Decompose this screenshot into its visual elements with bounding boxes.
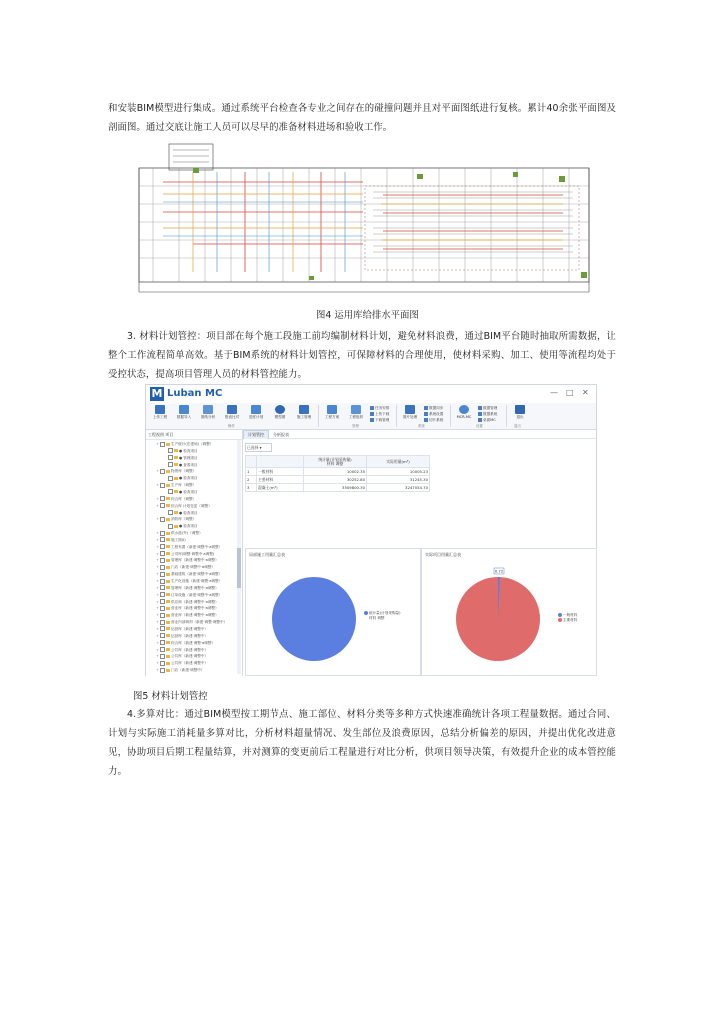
ribbon-button-image[interactable]: 图片处理 xyxy=(400,405,420,420)
tree-item[interactable] xyxy=(156,441,213,448)
checkbox[interactable] xyxy=(168,489,173,494)
ribbon-small-slice[interactable]: 切片系统 xyxy=(424,418,443,423)
figure-4-caption: 图4 运用库给排水平面图 xyxy=(316,310,419,321)
tree-scrollbar-thumb[interactable] xyxy=(237,548,241,588)
tree-item-label: 生产统计(在建场)（调整） xyxy=(171,442,214,446)
expand-icon[interactable]: + xyxy=(156,572,160,577)
table-header-row xyxy=(246,456,430,468)
checkbox[interactable] xyxy=(160,661,165,666)
folder-icon xyxy=(166,532,170,535)
app-title: Luban MC xyxy=(167,388,223,399)
expand-icon[interactable]: + xyxy=(156,483,160,488)
table-row[interactable]: 2 主要材料 30252.80 31245.30 xyxy=(247,476,428,482)
expand-icon[interactable]: + xyxy=(156,661,160,666)
tree-item-label: 物资库（调整） xyxy=(171,469,197,474)
tree-item[interactable] xyxy=(164,448,198,455)
expand-icon[interactable]: + xyxy=(156,565,160,570)
tree-item[interactable] xyxy=(156,557,219,564)
filter-dropdown[interactable]: 已选择 ▾ xyxy=(245,443,272,452)
folder-icon xyxy=(166,669,170,672)
expand-icon[interactable]: + xyxy=(156,592,160,597)
table-row[interactable]: 1 一般材料 10002.35 10005.23 xyxy=(247,468,428,474)
tree-item-label: 生产化设施（新建·调整·a调整） xyxy=(171,579,223,583)
right-pie-chart xyxy=(422,549,596,675)
left-chart-title: 局部施工用量汇总表 xyxy=(249,552,285,557)
tree-item[interactable] xyxy=(164,455,198,462)
folder-icon xyxy=(166,552,170,555)
tree-item-label: 供水道(外)（调整） xyxy=(171,531,203,536)
checkbox[interactable] xyxy=(160,442,165,447)
tree-item-label: 门店（新建·调整中） xyxy=(171,668,205,673)
tree-item[interactable] xyxy=(156,599,219,606)
section-3-paragraph: 3. 材料计划管控：项目部在每个施工段施工前均编制材料计划，避免材料浪费，通过BIM平台随时抽取所需数据，让整个工作流程简单高效。基于BIM系统的材料计划管控，可保障材料的合理使用，使材料采购、加工、使用等流程均处于受控状态，提高项目管理人员的材料管控能力。 xyxy=(108,331,616,380)
tree-item[interactable] xyxy=(156,468,196,475)
tab-analysis-report[interactable]: 分析报表 xyxy=(273,432,289,437)
image-icon xyxy=(405,405,415,414)
expand-icon[interactable]: + xyxy=(156,551,160,556)
checkbox[interactable] xyxy=(168,510,173,515)
checkbox[interactable] xyxy=(160,654,165,659)
intro-paragraph: 和安装BIM模型进行集成。通过系统平台检查各专业之间存在的碰撞问题并且对平面图纸进行复核。累计40余张平面图及剖面图。通过交底让施工人员可以尽早的准备材料进场和验收工作。 xyxy=(108,103,616,133)
checkbox[interactable] xyxy=(160,551,165,556)
report-icon xyxy=(227,405,237,414)
figure-5-caption: 图5 材料计划管控 xyxy=(133,691,208,702)
checkbox[interactable] xyxy=(160,572,165,577)
model-icon xyxy=(275,405,285,414)
left-chart-panel xyxy=(245,548,421,676)
folder-icon xyxy=(166,621,170,624)
schedule-icon xyxy=(251,405,261,414)
right-chart-legend xyxy=(558,613,577,622)
folder-icon xyxy=(166,443,170,446)
checkbox[interactable] xyxy=(160,620,165,625)
tree-item-label: 营业库（新建·调整中·a调整） xyxy=(171,606,219,611)
checkbox[interactable] xyxy=(160,592,165,597)
ribbon-small-transfer[interactable]: 上传下载 xyxy=(370,412,389,417)
tree-item[interactable] xyxy=(156,564,215,571)
main-tabs xyxy=(243,430,596,439)
plan-icon xyxy=(327,405,337,414)
expand-icon[interactable]: + xyxy=(156,537,160,542)
expand-icon[interactable]: + xyxy=(156,606,160,611)
pie-slice-left-0 xyxy=(272,577,356,661)
tree-item[interactable] xyxy=(156,640,215,647)
ribbon-button-mcr[interactable]: MCR-MC xyxy=(454,405,474,419)
transfer-icon xyxy=(370,412,374,416)
checkbox[interactable] xyxy=(160,606,165,611)
ribbon-small-sync[interactable]: 数据同步 xyxy=(424,406,443,411)
checkbox[interactable] xyxy=(168,448,173,453)
tree-item-label: 订单设施（新建·调整中·a调整） xyxy=(171,592,223,597)
folder-icon xyxy=(166,538,170,541)
checkbox[interactable] xyxy=(168,524,173,529)
organize-icon xyxy=(351,405,361,414)
tree-item[interactable] xyxy=(156,482,196,489)
expand-icon[interactable]: + xyxy=(156,585,160,590)
expand-icon[interactable]: + xyxy=(156,613,160,618)
expand-icon[interactable]: + xyxy=(156,496,160,501)
tree-item-label: 营业库（新建·调整中·a调整） xyxy=(171,613,219,618)
table-header-planned: 统计量(计划采购量) 材料 调整 xyxy=(304,456,367,468)
slice-icon xyxy=(424,418,428,422)
checkbox[interactable] xyxy=(160,613,165,618)
tree-item[interactable] xyxy=(156,578,222,585)
left-chart-legend xyxy=(364,611,401,620)
checkbox[interactable] xyxy=(160,647,165,652)
folder-icon xyxy=(174,511,178,514)
ribbon-button-schedule[interactable]: 进度计划 xyxy=(246,405,266,420)
checkbox[interactable] xyxy=(160,599,165,604)
expand-icon[interactable]: + xyxy=(156,633,160,638)
folder-icon xyxy=(166,518,170,521)
checkbox[interactable] xyxy=(160,537,165,542)
tree-item-label: ● 检查项目 xyxy=(179,476,198,481)
tree-item[interactable] xyxy=(156,660,208,667)
tree-item-label: 管理库（新建·调整中·a调整） xyxy=(171,585,219,590)
checkbox[interactable] xyxy=(160,668,165,673)
tree-item-label: 营业内部调剂（新建·调整·调整中） xyxy=(171,620,228,625)
import-icon xyxy=(179,405,189,414)
folder-icon xyxy=(166,662,170,665)
folder-icon xyxy=(166,655,170,658)
data-mgmt-icon xyxy=(478,406,482,410)
material-table xyxy=(245,455,430,492)
expand-icon[interactable]: + xyxy=(156,647,160,652)
tree-item[interactable] xyxy=(164,510,198,517)
folder-icon xyxy=(166,600,170,603)
checkbox[interactable] xyxy=(160,558,165,563)
folder-icon xyxy=(174,477,178,480)
expand-icon[interactable]: + xyxy=(156,599,160,604)
tree-item[interactable] xyxy=(156,647,208,654)
download-icon xyxy=(370,418,374,422)
tree-item-label: ● 检查项目 xyxy=(179,448,198,453)
maximize-button[interactable]: □ xyxy=(566,388,574,397)
figure-4-cad-plan xyxy=(133,142,595,302)
legend-entry: 主要材料 xyxy=(558,618,577,623)
checkbox[interactable] xyxy=(160,579,165,584)
tree-item[interactable] xyxy=(156,537,186,544)
tree-tabs[interactable]: 工程视图 项目 xyxy=(146,430,242,440)
ribbon-button-report[interactable]: 报表比对 xyxy=(222,405,242,420)
tree-item-label: ● 检查项目 xyxy=(179,524,198,529)
data-system-icon xyxy=(478,412,482,416)
tree-item-label: 公共库（新建·调整中） xyxy=(171,647,209,652)
tree-item[interactable] xyxy=(164,523,198,530)
tree-item-label: 公司库(调整·调整中·a调整) xyxy=(171,551,215,556)
tree-item[interactable] xyxy=(156,612,219,619)
folder-icon xyxy=(166,504,170,507)
tree-item[interactable] xyxy=(156,653,208,660)
luban-logo-icon: M xyxy=(151,387,163,400)
ribbon-small-data-system[interactable]: 数据系统 xyxy=(478,412,497,417)
settings-icon xyxy=(424,412,428,416)
expand-icon[interactable]: + xyxy=(156,503,160,508)
tree-item-label: ● 查看项目 xyxy=(179,462,198,467)
ribbon-button-drawing[interactable]: 图纸分析 xyxy=(198,405,218,420)
tree-item-label: ● 检查项目 xyxy=(179,489,198,494)
expand-icon[interactable]: + xyxy=(156,469,160,474)
task-icon xyxy=(370,406,374,410)
ribbon-small-download[interactable]: 下载管理 xyxy=(370,418,389,423)
expand-icon[interactable]: + xyxy=(156,620,160,625)
tree-item[interactable] xyxy=(156,516,196,523)
ribbon-toolbar: 上传工程 数据导入 图纸分析 报表比对 进度计划 模型图 施工管理 工程方案 工程组织 任务安排 上传下载 下载管理 图片处理 数据同步 系统设置 切片系统 MCR-MC 数据管理 数据系统 桌面MC 退出 操作 管理 系统 设置 退出 xyxy=(146,403,596,430)
folder-icon xyxy=(166,580,170,583)
checkbox[interactable] xyxy=(160,626,165,631)
folder-icon xyxy=(166,627,170,630)
folder-icon xyxy=(166,573,170,576)
checkbox[interactable] xyxy=(168,455,173,460)
main-content xyxy=(243,430,596,676)
tree-item-label: 供应商（新建·调整中·a调整） xyxy=(171,599,219,604)
folder-icon xyxy=(166,566,170,569)
tree-item[interactable] xyxy=(156,530,203,537)
expand-icon[interactable]: + xyxy=(156,579,160,583)
tab-plan-control[interactable]: 计划管控 xyxy=(243,430,269,439)
expand-icon[interactable]: + xyxy=(156,531,160,536)
checkbox[interactable] xyxy=(160,503,165,508)
cad-drawing-svg xyxy=(133,142,595,302)
ribbon-small-desktop-mc[interactable]: 桌面MC xyxy=(478,418,496,423)
tree-item[interactable] xyxy=(156,633,208,640)
folder-icon xyxy=(166,484,170,487)
tree-item[interactable] xyxy=(156,496,196,503)
tree-item[interactable] xyxy=(156,503,212,510)
checkbox[interactable] xyxy=(160,565,165,570)
folder-icon xyxy=(166,641,170,644)
folder-icon xyxy=(166,634,170,637)
ribbon-button-construction[interactable]: 施工管理 xyxy=(294,405,314,420)
right-chart-panel xyxy=(421,548,597,676)
folder-icon xyxy=(166,614,170,617)
construction-icon xyxy=(299,405,309,414)
checkbox[interactable] xyxy=(160,633,165,638)
tree-item-label: 公共库（新建·调整中） xyxy=(171,661,209,666)
checkbox[interactable] xyxy=(160,483,165,488)
ribbon-button-import[interactable]: 数据导入 xyxy=(174,405,194,420)
tree-item[interactable] xyxy=(164,475,198,482)
checkbox[interactable] xyxy=(160,544,165,549)
folder-icon xyxy=(166,648,170,651)
folder-icon xyxy=(166,497,170,500)
ribbon-small-settings[interactable]: 系统设置 xyxy=(424,412,443,417)
table-row[interactable]: 3 混凝土(m³) 3509800.30 3247054.70 xyxy=(247,484,428,490)
expand-icon[interactable]: + xyxy=(156,668,160,673)
checkbox[interactable] xyxy=(160,469,165,474)
tree-item-label: 门店（新建·调整中·a调整） xyxy=(171,565,216,570)
ribbon-small-data-mgmt[interactable]: 数据管理 xyxy=(478,406,497,411)
tree-item-label: ● 管理项目 xyxy=(179,455,198,460)
expand-icon[interactable]: + xyxy=(156,544,160,549)
folder-icon xyxy=(174,525,178,528)
checkbox[interactable] xyxy=(160,517,165,522)
tree-item[interactable] xyxy=(156,626,208,633)
tree-item-label: 基础建筑（新建·调整中·a调整） xyxy=(171,572,223,577)
tree-item[interactable] xyxy=(156,619,227,626)
ribbon-button-plan[interactable]: 工程方案 xyxy=(322,405,342,420)
sync-icon xyxy=(424,406,428,410)
folder-icon xyxy=(174,463,178,466)
folder-icon xyxy=(166,559,170,562)
tree-item[interactable] xyxy=(156,551,214,558)
checkbox[interactable] xyxy=(168,462,173,467)
exit-icon xyxy=(515,405,525,414)
expand-icon[interactable]: + xyxy=(156,654,160,659)
folder-icon xyxy=(166,586,170,589)
desktop-mc-icon xyxy=(478,418,482,422)
checkbox[interactable] xyxy=(160,531,165,536)
ribbon-button-model[interactable]: 模型图 xyxy=(270,405,290,420)
checkbox[interactable] xyxy=(160,585,165,590)
minimize-button[interactable]: — xyxy=(550,388,558,397)
tree-item-label: 综合库（调整） xyxy=(171,496,197,501)
legend-entry: 一般材料 xyxy=(558,613,577,618)
ribbon-small-task[interactable]: 任务安排 xyxy=(370,406,389,411)
tree-item-label: 工程布置（新建·调整中·a调整） xyxy=(171,544,223,549)
section-4-paragraph: 4.多算对比：通过BIM模型按工期节点、施工部位、材料分类等多种方式快速准确统计各项工程量数据。通过合同、计划与实际施工消耗量多算对比，分析材料超量情况、发生部位及浪费原因，总结分析偏差的原因，并提出优化改进意见，协助项目后期工程量结算，并对测算的变更前后工程量进行对比分析，供项目领导决策，有效提升企业的成本管控能力。 xyxy=(108,709,616,777)
title-bar xyxy=(146,385,596,404)
tree-item[interactable] xyxy=(156,585,219,592)
pie-data-label: 0.72 xyxy=(494,568,504,574)
tree-item-label: ● 检查项目 xyxy=(179,510,198,515)
tree-item-label: 综合库（新建·调整·a调整） xyxy=(171,640,216,645)
tree-scrollbar[interactable] xyxy=(237,440,241,674)
expand-icon[interactable]: + xyxy=(156,442,160,446)
expand-icon[interactable]: + xyxy=(156,558,160,563)
folder-icon xyxy=(166,593,170,596)
tree-item[interactable] xyxy=(156,592,222,599)
folder-icon xyxy=(166,607,170,610)
tree-item-label: 运营库（新建·调整中） xyxy=(171,626,209,631)
checkbox[interactable] xyxy=(160,496,165,501)
folder-icon xyxy=(166,545,170,548)
table-header-actual: 实际用量(m³) xyxy=(367,456,430,468)
expand-icon[interactable]: + xyxy=(156,640,160,645)
tree-item[interactable] xyxy=(156,667,205,674)
tree-item[interactable] xyxy=(156,571,222,578)
tree-item-label: 施工图(I) xyxy=(171,537,186,542)
expand-icon[interactable]: + xyxy=(156,626,160,631)
legend-entry: 统计量(计划采购量) xyxy=(364,611,401,616)
tree-item-label: 生产库（调整） xyxy=(171,483,197,488)
folder-icon xyxy=(174,456,178,459)
drawing-icon xyxy=(203,405,213,414)
tree-item[interactable] xyxy=(156,605,219,612)
right-chart-title: 实际项目用量汇总表 xyxy=(425,552,461,557)
tree-item-label: 运营库（新建·调整中） xyxy=(171,633,209,638)
upload-icon xyxy=(155,405,165,414)
ribbon-button-upload[interactable]: 上传工程 xyxy=(150,405,170,420)
tree-item[interactable] xyxy=(156,544,222,551)
tree-item-label: 管理库（新建·调整中·a调整） xyxy=(171,558,219,563)
checkbox[interactable] xyxy=(160,640,165,645)
tree-item[interactable] xyxy=(164,489,198,496)
ribbon-button-organize[interactable]: 工程组织 xyxy=(346,405,366,420)
legend-entry: 材料 调整 xyxy=(369,615,385,620)
figure-5-luban-mc-window xyxy=(145,384,597,676)
checkbox[interactable] xyxy=(168,476,173,481)
expand-icon[interactable]: + xyxy=(156,517,160,522)
folder-icon xyxy=(174,449,178,452)
tree-item-label: 公共库（新建·调整中） xyxy=(171,654,209,659)
folder-icon xyxy=(166,470,170,473)
close-button[interactable]: ✕ xyxy=(582,388,589,397)
tree-item-label: 消防库（调整） xyxy=(171,517,197,522)
project-tree-panel xyxy=(146,430,243,676)
tree-item-label: 综合库 计划变更（调整） xyxy=(171,503,212,508)
folder-icon xyxy=(174,490,178,493)
ribbon-button-exit[interactable]: 退出 xyxy=(510,405,530,420)
tree-item[interactable] xyxy=(164,462,198,469)
mcr-icon xyxy=(459,405,469,414)
